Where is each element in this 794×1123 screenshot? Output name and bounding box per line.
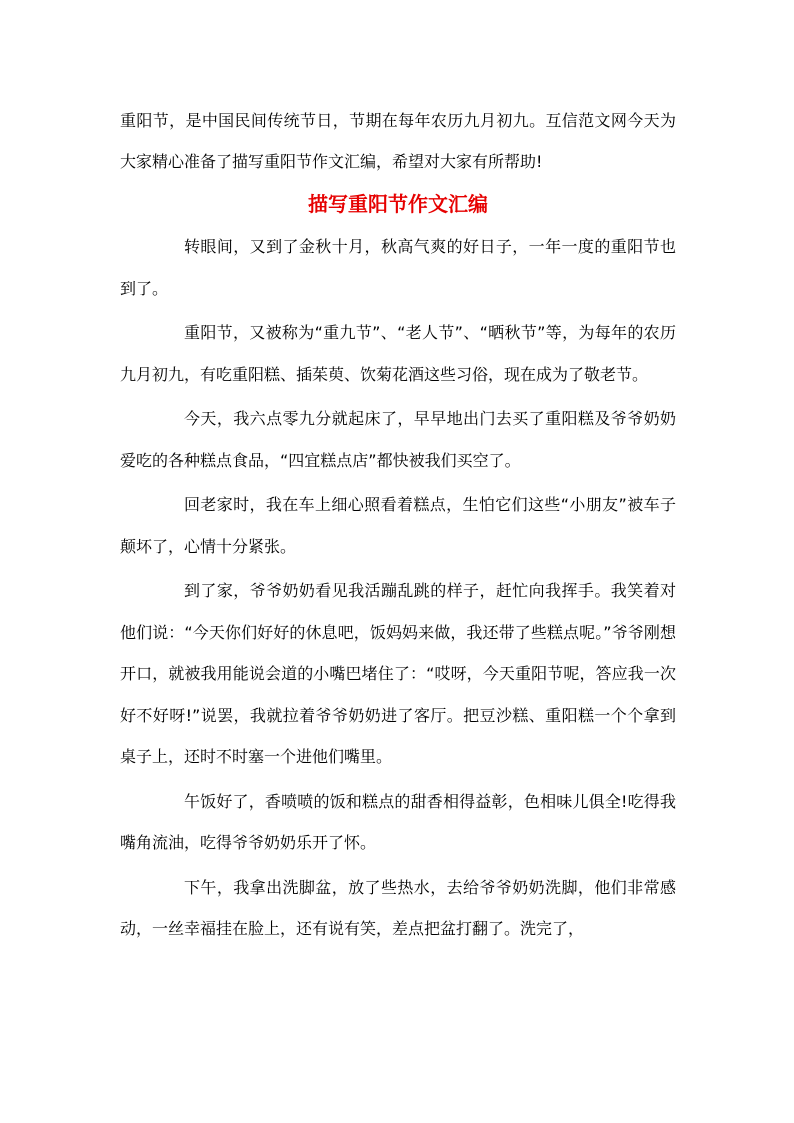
body-paragraph-2: 重阳节，又被称为“重九节”、“老人节”、“晒秋节”等，为每年的农历九月初九，有吃重阳糕、插茱萸、饮菊花酒这些习俗，现在成为了敬老节。: [120, 323, 676, 384]
body-paragraph-5: 到了家，爷爷奶奶看见我活蹦乱跳的样子，赶忙向我挥手。我笑着对他们说：“今天你们好好的休息吧，饭妈妈来做，我还带了些糕点呢。”爷爷刚想开口，就被我用能说会道的小嘴巴堵住了：“哎呀，今天重阳节呢，答应我一次好不好呀!”说罢，我就拉着爷爷奶奶进了客厅。把豆沙糕、重阳糕一个个拿到桌子上，还时不时塞一个进他们嘴里。: [120, 581, 676, 766]
intro-paragraph: 重阳节，是中国民间传统节日，节期在每年农历九月初九。互信范文网今天为大家精心准备了描写重阳节作文汇编，希望对大家有所帮助!: [120, 111, 676, 171]
article-title: 描写重阳节作文汇编: [308, 192, 488, 216]
body-paragraph-3: 今天，我六点零九分就起床了，早早地出门去买了重阳糕及爷爷奶奶爱吃的各种糕点食品，“四宜糕点店”都快被我们买空了。: [120, 409, 676, 470]
body-paragraph-1: 转眼间，又到了金秋十月，秋高气爽的好日子，一年一度的重阳节也到了。: [120, 237, 676, 298]
body-paragraph-7: 下午，我拿出洗脚盆，放了些热水，去给爷爷奶奶洗脚，他们非常感动，一丝幸福挂在脸上，还有说有笑，差点把盆打翻了。洗完了，: [120, 877, 676, 938]
body-paragraph-4: 回老家时，我在车上细心照看着糕点，生怕它们这些“小朋友”被车子颠坏了，心情十分紧张。: [120, 495, 676, 556]
document-body: [120, 100, 676, 953]
body-paragraph-6: 午饭好了，香喷喷的饭和糕点的甜香相得益彰，色相味儿俱全!吃得我嘴角流油，吃得爷爷奶奶乐开了怀。: [120, 791, 676, 852]
